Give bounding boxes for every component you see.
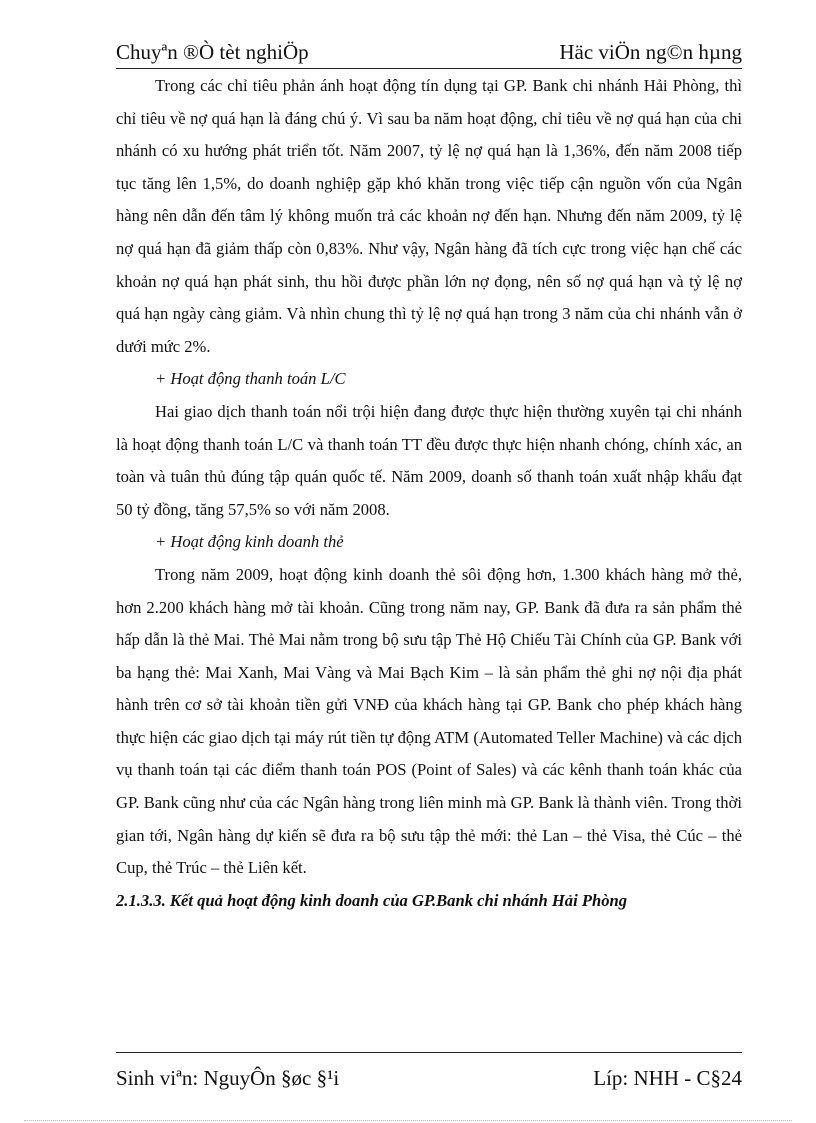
footer-student-name: Sinh viªn: NguyÔn §øc §¹i (116, 1066, 340, 1090)
subheading-lc-payment: + Hoạt động thanh toán L/C (155, 369, 346, 389)
section-heading-business-results: 2.1.3.3. Kết quả hoạt động kinh doanh của GP.Bank chi nhánh Hải Phòng (116, 890, 628, 910)
page-footer (116, 1064, 742, 1096)
paragraph-card-business: Trong năm 2009, hoạt động kinh doanh thẻ sôi động hơn, 1.300 khách hàng mở thẻ, hơn 2.200 khách hàng mở tài khoản. Cũng trong năm nay, GP. Bank đã đưa ra sản phẩm thẻ hấp dẫn là thẻ Mai. Thẻ Mai nằm trong bộ sưu tập Thẻ Hộ Chiếu Tài Chính của GP. Bank với ba hạng thẻ: Mai Xanh, Mai Vàng và Mai Bạch Kim – là sản phẩm thẻ ghi nợ nội địa phát hành trên cơ sở tài khoản tiền gửi VNĐ của khách hàng tại GP. Bank cho phép khách hàng thực hiện các giao dịch tại máy rút tiền tự động ATM (Automated Teller Machine) và các dịch vụ thanh toán tại các điểm thanh toán POS (Point of Sales) và các kênh thanh toán khác của GP. Bank cũng như của các Ngân hàng trong liên minh mà GP. Bank là thành viên. Trong thời gian tới, Ngân hàng dự kiến sẽ đưa ra bộ sưu tập thẻ mới: thẻ Lan – thẻ Visa, thẻ Cúc – thẻ Cup, thẻ Trúc – thẻ Liên kết. (116, 564, 742, 878)
paragraph-lc-payment: Hai giao dịch thanh toán nổi trội hiện đang được thực hiện thường xuyên tại chi nhánh là hoạt động thanh toán L/C và thanh toán TT đều được thực hiện nhanh chóng, chính xác, an toàn và tuân thủ đúng tập quán quốc tế. Năm 2009, doanh số thanh toán xuất nhập khẩu đạt 50 tỷ đồng, tăng 57,5% so với năm 2008. (116, 401, 742, 519)
footer-divider (116, 1052, 742, 1053)
header-divider (116, 68, 742, 69)
header-thesis-label: Chuyªn ®Ò tèt nghiÖp (116, 40, 309, 64)
header-institution-label: Häc viÖn ng©n hµng (559, 40, 742, 64)
paragraph-overdue-debt: Trong các chỉ tiêu phản ánh hoạt động tín dụng tại GP. Bank chi nhánh Hải Phòng, thì chỉ tiêu về nợ quá hạn là đáng chú ý. Vì sau ba năm hoạt động, chỉ tiêu về nợ quá hạn của chi nhánh có xu hướng phát triển tốt. Năm 2007, tỷ lệ nợ quá hạn là 1,36%, đến năm 2008 tiếp tục tăng lên 1,5%, do doanh nghiệp gặp khó khăn trong việc tiếp cận nguồn vốn của Ngân hàng nên dẫn đến tâm lý không muốn trả các khoản nợ đến hạn. Nhưng đến năm 2009, tỷ lệ nợ quá hạn đã giảm thấp còn 0,83%. Như vậy, Ngân hàng đã tích cực trong việc hạn chế các khoản nợ quá hạn phát sinh, thu hồi được phần lớn nợ đọng, nên số nợ quá hạn và tỷ lệ nợ quá hạn ngày càng giảm. Và nhìn chung thì tỷ lệ nợ quá hạn trong 3 năm của chi nhánh vẫn ở dưới mức 2%. (116, 76, 742, 356)
document-body (116, 70, 742, 917)
page-header (116, 38, 742, 70)
footer-class-code: Líp: NHH - C§24 (593, 1066, 742, 1090)
subheading-card-business: + Hoạt động kinh doanh thẻ (155, 532, 344, 552)
page-bottom-dotted-line (24, 1120, 792, 1121)
